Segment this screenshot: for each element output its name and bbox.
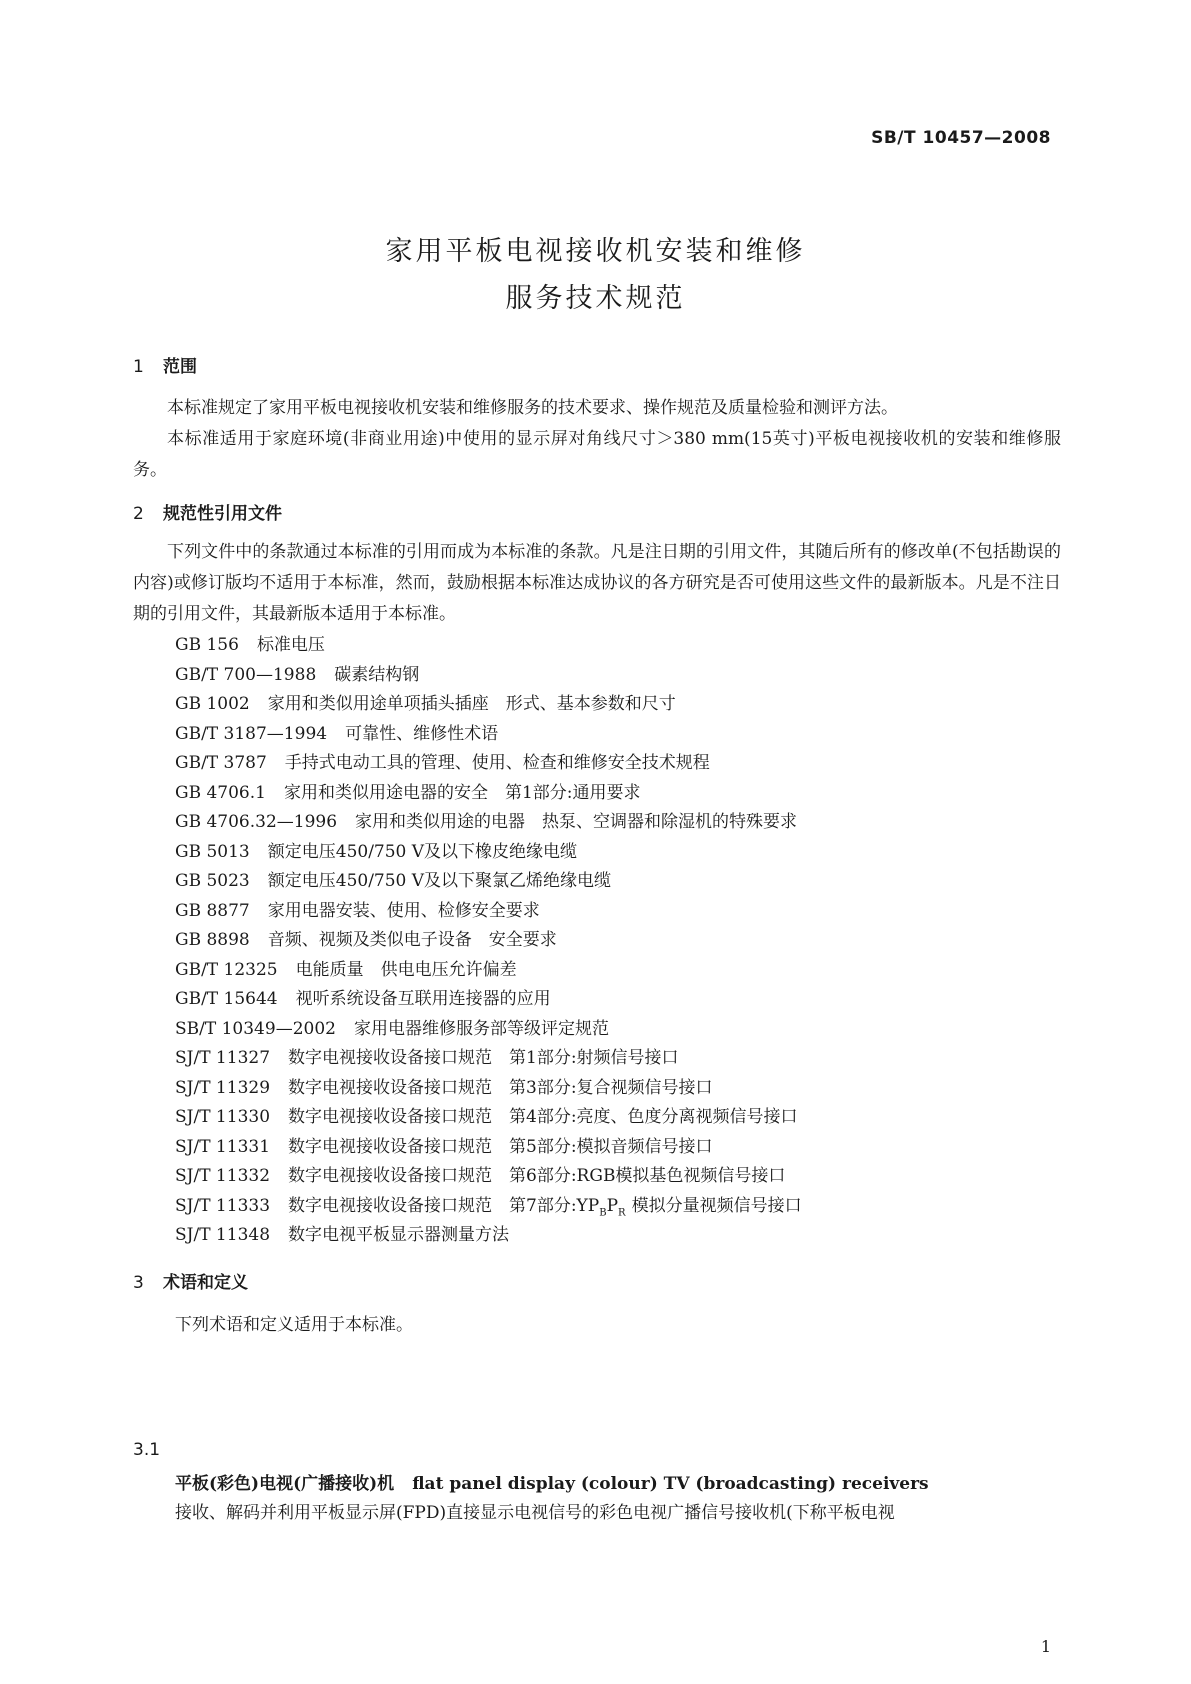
reference-code: GB/T 3187—1994 [175,724,328,744]
reference-item [175,689,676,714]
section-2-heading [133,499,282,524]
reference-title: 视听系统设备互联用连接器的应用 [295,989,551,1009]
section-1-paragraph-2: 本标准适用于家庭环境(非商业用途)中使用的显示屏对角线尺寸＞380 mm(15英寸)平板电视接收机的安装和维修服务。 [133,429,1061,480]
section-number: 3 [133,1273,144,1293]
reference-code: SJ/T 11329 [175,1078,271,1098]
reference-item [175,1014,609,1039]
reference-item [175,1043,679,1068]
term-heading [175,1469,929,1494]
document-title-line2: 服务技术规范 [505,283,686,314]
reference-code: GB 5023 [175,871,250,891]
reference-title: 数字电视接收设备接口规范 第1部分:射频信号接口 [288,1048,679,1068]
section-number: 2 [133,504,144,524]
reference-code: SJ/T 11327 [175,1048,271,1068]
subscript-r: R [618,1207,626,1219]
reference-title: 标准电压 [256,635,325,655]
reference-code: SJ/T 11332 [175,1166,271,1186]
reference-item [175,807,798,832]
reference-title: 碳素结构钢 [334,665,420,685]
reference-title: 额定电压450/750 V及以下橡皮绝缘电缆 [267,842,578,862]
reference-code: GB/T 12325 [175,960,278,980]
reference-title: 电能质量 供电电压允许偏差 [295,960,517,980]
reference-title-tail: 模拟分量视频信号接口 [631,1196,802,1216]
term-english: flat panel display (colour) TV (broadcasting) receivers [412,1474,929,1494]
reference-item [175,1132,713,1157]
reference-title: 可靠性、维修性术语 [345,724,499,744]
reference-title: 家用和类似用途单项插头插座 形式、基本参数和尺寸 [267,694,676,714]
reference-code: GB 5013 [175,842,250,862]
reference-code: GB 8898 [175,930,250,950]
reference-title: 音频、视频及类似电子设备 安全要求 [267,930,557,950]
reference-item [175,1073,713,1098]
subscript-b: B [599,1207,607,1219]
document-title-line1: 家用平板电视接收机安装和维修 [385,236,806,267]
reference-code: GB/T 3787 [175,753,267,773]
reference-code: SJ/T 11331 [175,1137,271,1157]
reference-title: 数字电视接收设备接口规范 第4部分:亮度、色度分离视频信号接口 [288,1107,798,1127]
reference-code: GB 156 [175,635,239,655]
clause-number: 3.1 [133,1440,161,1460]
reference-item [175,630,325,655]
reference-title: 家用电器维修服务部等级评定规范 [353,1019,609,1039]
section-3-heading [133,1268,248,1293]
reference-item [175,896,540,921]
reference-code: GB 4706.1 [175,783,266,803]
reference-code: SJ/T 11348 [175,1225,271,1245]
reference-title: 家用电器安装、使用、检修安全要求 [267,901,540,921]
reference-title: 数字电视接收设备接口规范 第7部分:YP [288,1196,600,1216]
reference-code: GB/T 700—1988 [175,665,317,685]
reference-item [175,1102,798,1127]
reference-item [175,955,517,980]
reference-title: 数字电视接收设备接口规范 第5部分:模拟音频信号接口 [288,1137,713,1157]
section-3-intro: 下列术语和定义适用于本标准。 [175,1315,413,1335]
section-number: 1 [133,357,144,377]
reference-item [175,837,578,862]
reference-code: SJ/T 11330 [175,1107,271,1127]
section-title: 规范性引用文件 [163,504,282,524]
term-definition: 接收、解码并利用平板显示屏(FPD)直接显示电视信号的彩色电视广播信号接收机(下称平板电视 [175,1503,895,1523]
section-1-heading [133,352,197,377]
section-1-paragraph-1: 本标准规定了家用平板电视接收机安装和维修服务的技术要求、操作规范及质量检验和测评方法。 [167,398,898,418]
standard-code: SB/T 10457—2008 [871,128,1051,148]
section-title: 术语和定义 [163,1273,248,1293]
reference-title: 额定电压450/750 V及以下聚氯乙烯绝缘电缆 [267,871,612,891]
page-number: 1 [1040,1637,1051,1656]
reference-title: 数字电视接收设备接口规范 第3部分:复合视频信号接口 [288,1078,713,1098]
reference-item [175,748,710,773]
reference-item [175,925,557,950]
reference-code: GB/T 15644 [175,989,278,1009]
reference-code: GB 1002 [175,694,250,714]
reference-code: GB 4706.32—1996 [175,812,338,832]
reference-item [175,866,612,891]
section-2-intro: 下列文件中的条款通过本标准的引用而成为本标准的条款。凡是注日期的引用文件，其随后所有的修改单(不包括勘误的内容)或修订版均不适用于本标准，然而，鼓励根据本标准达成协议的各方研究是否可使用这些文件的最新版本。凡是不注日期的引用文件，其最新版本适用于本标准。 [133,542,1061,624]
reference-item [175,1220,510,1245]
reference-title: 数字电视接收设备接口规范 第6部分:RGB模拟基色视频信号接口 [288,1166,786,1186]
reference-title-mid: P [606,1196,619,1216]
reference-item [175,660,420,685]
reference-title: 家用和类似用途电器的安全 第1部分:通用要求 [283,783,641,803]
reference-code: GB 8877 [175,901,250,921]
reference-title: 家用和类似用途的电器 热泵、空调器和除湿机的特殊要求 [355,812,798,832]
term-chinese: 平板(彩色)电视(广播接收)机 [175,1474,395,1494]
reference-item [175,778,641,803]
reference-item [175,984,551,1009]
reference-code: SJ/T 11333 [175,1196,271,1216]
reference-item [175,719,499,744]
reference-code: SB/T 10349—2002 [175,1019,336,1039]
reference-item [175,1191,802,1219]
reference-title: 数字电视平板显示器测量方法 [288,1225,510,1245]
reference-title: 手持式电动工具的管理、使用、检查和维修安全技术规程 [284,753,710,773]
reference-item [175,1161,786,1186]
section-title: 范围 [163,357,197,377]
